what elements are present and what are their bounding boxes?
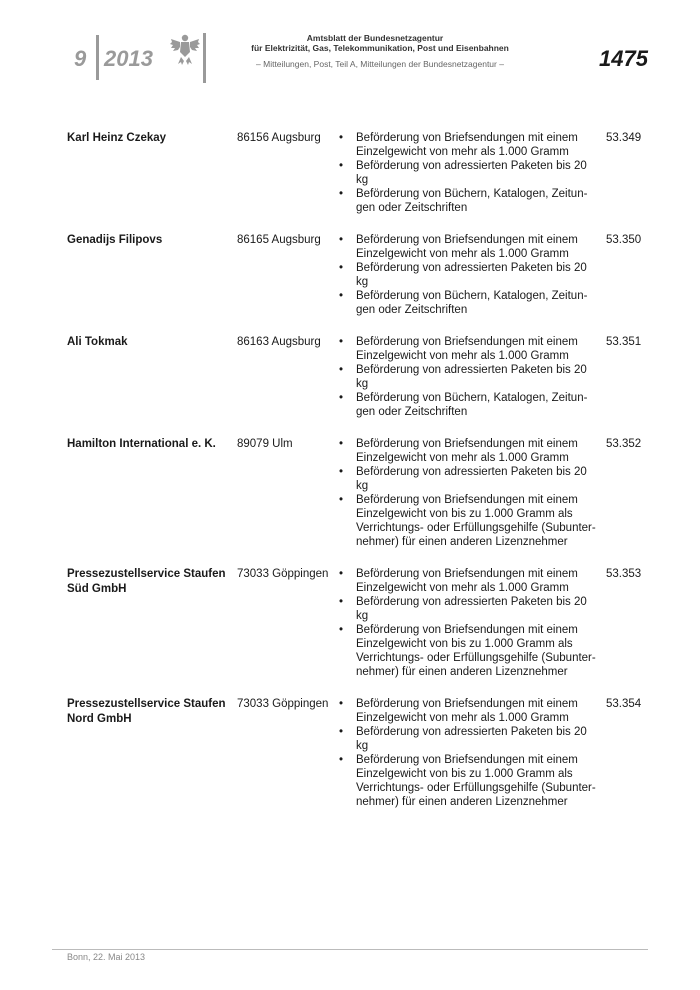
bullet-icon: • [339, 438, 344, 450]
service-text: Beförderung von Briefsendungen mit einem Einzelgewicht von bis zu 1.000 Gramm als Verrichtungs- oder Erfüllungsgehilfe (Subunter-nehmer) für einen anderen Lizenznehmer [356, 754, 596, 808]
bullet-icon: • [339, 234, 344, 246]
service-item [339, 289, 597, 317]
service-text: Beförderung von Briefsendungen mit einem Einzelgewicht von mehr als 1.000 Gramm [356, 698, 578, 724]
gazette-title-line2: für Elektrizität, Gas, Telekommunikation, Post und Eisenbahnen [251, 43, 509, 53]
license-entry [67, 131, 647, 215]
service-list [339, 437, 597, 549]
footer-date: Bonn, 22. Mai 2013 [67, 952, 146, 962]
license-number: 53.351 [606, 336, 642, 348]
bullet-icon: • [339, 754, 344, 766]
license-number: 53.353 [606, 568, 642, 580]
service-item [339, 159, 597, 187]
bullet-icon: • [339, 290, 344, 302]
licensee-name: Hamilton International e. K. [67, 438, 216, 450]
service-item [339, 753, 597, 809]
gazette-subtitle: – Mitteilungen, Post, Teil A, Mitteilungen der Bundesnetzagentur – [256, 59, 504, 69]
bullet-icon: • [339, 160, 344, 172]
licensee-name: Pressezustellservice Staufen Süd GmbH [67, 568, 226, 595]
bullet-icon: • [339, 188, 344, 200]
service-item [339, 465, 597, 493]
license-list [67, 131, 647, 809]
licensee-location: 86156 Augsburg [237, 132, 321, 144]
service-text: Beförderung von adressierten Paketen bis 20 kg [356, 466, 587, 492]
issue-number: 9 [74, 46, 87, 71]
service-text: Beförderung von Briefsendungen mit einem Einzelgewicht von mehr als 1.000 Gramm [356, 132, 578, 158]
license-number: 53.349 [606, 132, 642, 144]
service-list [339, 131, 597, 215]
footer-divider [52, 949, 648, 950]
page-number: 1475 [599, 46, 648, 71]
service-text: Beförderung von adressierten Paketen bis 20 kg [356, 160, 587, 186]
service-item [339, 335, 597, 363]
service-item [339, 391, 597, 419]
service-item [339, 567, 597, 595]
header-divider-2 [203, 33, 206, 83]
license-entry [67, 437, 647, 549]
bullet-icon: • [339, 596, 344, 608]
bullet-icon: • [339, 262, 344, 274]
service-item [339, 623, 597, 679]
service-list [339, 335, 597, 419]
service-text: Beförderung von Briefsendungen mit einem Einzelgewicht von bis zu 1.000 Gramm als Verrichtungs- oder Erfüllungsgehilfe (Subunter-nehmer) für einen anderen Lizenznehmer [356, 624, 596, 678]
service-text: Beförderung von adressierten Paketen bis 20 kg [356, 596, 587, 622]
bullet-icon: • [339, 568, 344, 580]
bullet-icon: • [339, 494, 344, 506]
service-item [339, 437, 597, 465]
bullet-icon: • [339, 698, 344, 710]
licensee-name: Karl Heinz Czekay [67, 132, 167, 144]
service-list [339, 233, 597, 317]
service-item [339, 595, 597, 623]
licensee-name: Genadijs Filipovs [67, 234, 163, 246]
service-text: Beförderung von Briefsendungen mit einem Einzelgewicht von bis zu 1.000 Gramm als Verrichtungs- oder Erfüllungsgehilfe (Subunter-nehmer) für einen anderen Lizenznehmer [356, 494, 596, 548]
issue-year: 2013 [104, 46, 153, 71]
service-item [339, 363, 597, 391]
licensee-location: 86163 Augsburg [237, 336, 321, 348]
licensee-location: 73033 Göppingen [237, 568, 329, 580]
license-number: 53.354 [606, 698, 642, 710]
bullet-icon: • [339, 364, 344, 376]
service-list [339, 567, 597, 679]
licensee-location: 86165 Augsburg [237, 234, 321, 246]
bullet-icon: • [339, 336, 344, 348]
license-entry [67, 233, 647, 317]
service-text: Beförderung von Briefsendungen mit einem Einzelgewicht von mehr als 1.000 Gramm [356, 438, 578, 464]
service-text: Beförderung von adressierten Paketen bis 20 kg [356, 262, 587, 288]
licensee-name: Pressezustellservice Staufen Nord GmbH [67, 698, 226, 725]
service-text: Beförderung von Briefsendungen mit einem Einzelgewicht von mehr als 1.000 Gramm [356, 568, 578, 594]
service-item [339, 725, 597, 753]
bullet-icon: • [339, 624, 344, 636]
header-divider [96, 35, 99, 80]
service-text: Beförderung von Büchern, Katalogen, Zeitun-gen oder Zeitschriften [356, 188, 588, 214]
service-item [339, 697, 597, 725]
license-entry [67, 567, 647, 679]
service-text: Beförderung von Briefsendungen mit einem Einzelgewicht von mehr als 1.000 Gramm [356, 234, 578, 260]
licensee-location: 73033 Göppingen [237, 698, 329, 710]
service-text: Beförderung von Briefsendungen mit einem Einzelgewicht von mehr als 1.000 Gramm [356, 336, 578, 362]
licensee-location: 89079 Ulm [237, 438, 293, 450]
gazette-title: Amtsblatt der Bundesnetzagentur [306, 33, 444, 43]
license-entry [67, 335, 647, 419]
service-text: Beförderung von adressierten Paketen bis 20 kg [356, 364, 587, 390]
service-text: Beförderung von Büchern, Katalogen, Zeitun-gen oder Zeitschriften [356, 392, 588, 418]
federal-eagle-icon [170, 33, 200, 67]
bullet-icon: • [339, 132, 344, 144]
service-text: Beförderung von adressierten Paketen bis 20 kg [356, 726, 587, 752]
license-entry [67, 697, 647, 809]
licensee-name: Ali Tokmak [67, 336, 128, 348]
service-item [339, 493, 597, 549]
service-list [339, 697, 597, 809]
service-item [339, 233, 597, 261]
service-item [339, 187, 597, 215]
license-number: 53.350 [606, 234, 642, 246]
service-item [339, 261, 597, 289]
bullet-icon: • [339, 392, 344, 404]
license-number: 53.352 [606, 438, 642, 450]
service-item [339, 131, 597, 159]
bullet-icon: • [339, 466, 344, 478]
service-text: Beförderung von Büchern, Katalogen, Zeitun-gen oder Zeitschriften [356, 290, 588, 316]
bullet-icon: • [339, 726, 344, 738]
